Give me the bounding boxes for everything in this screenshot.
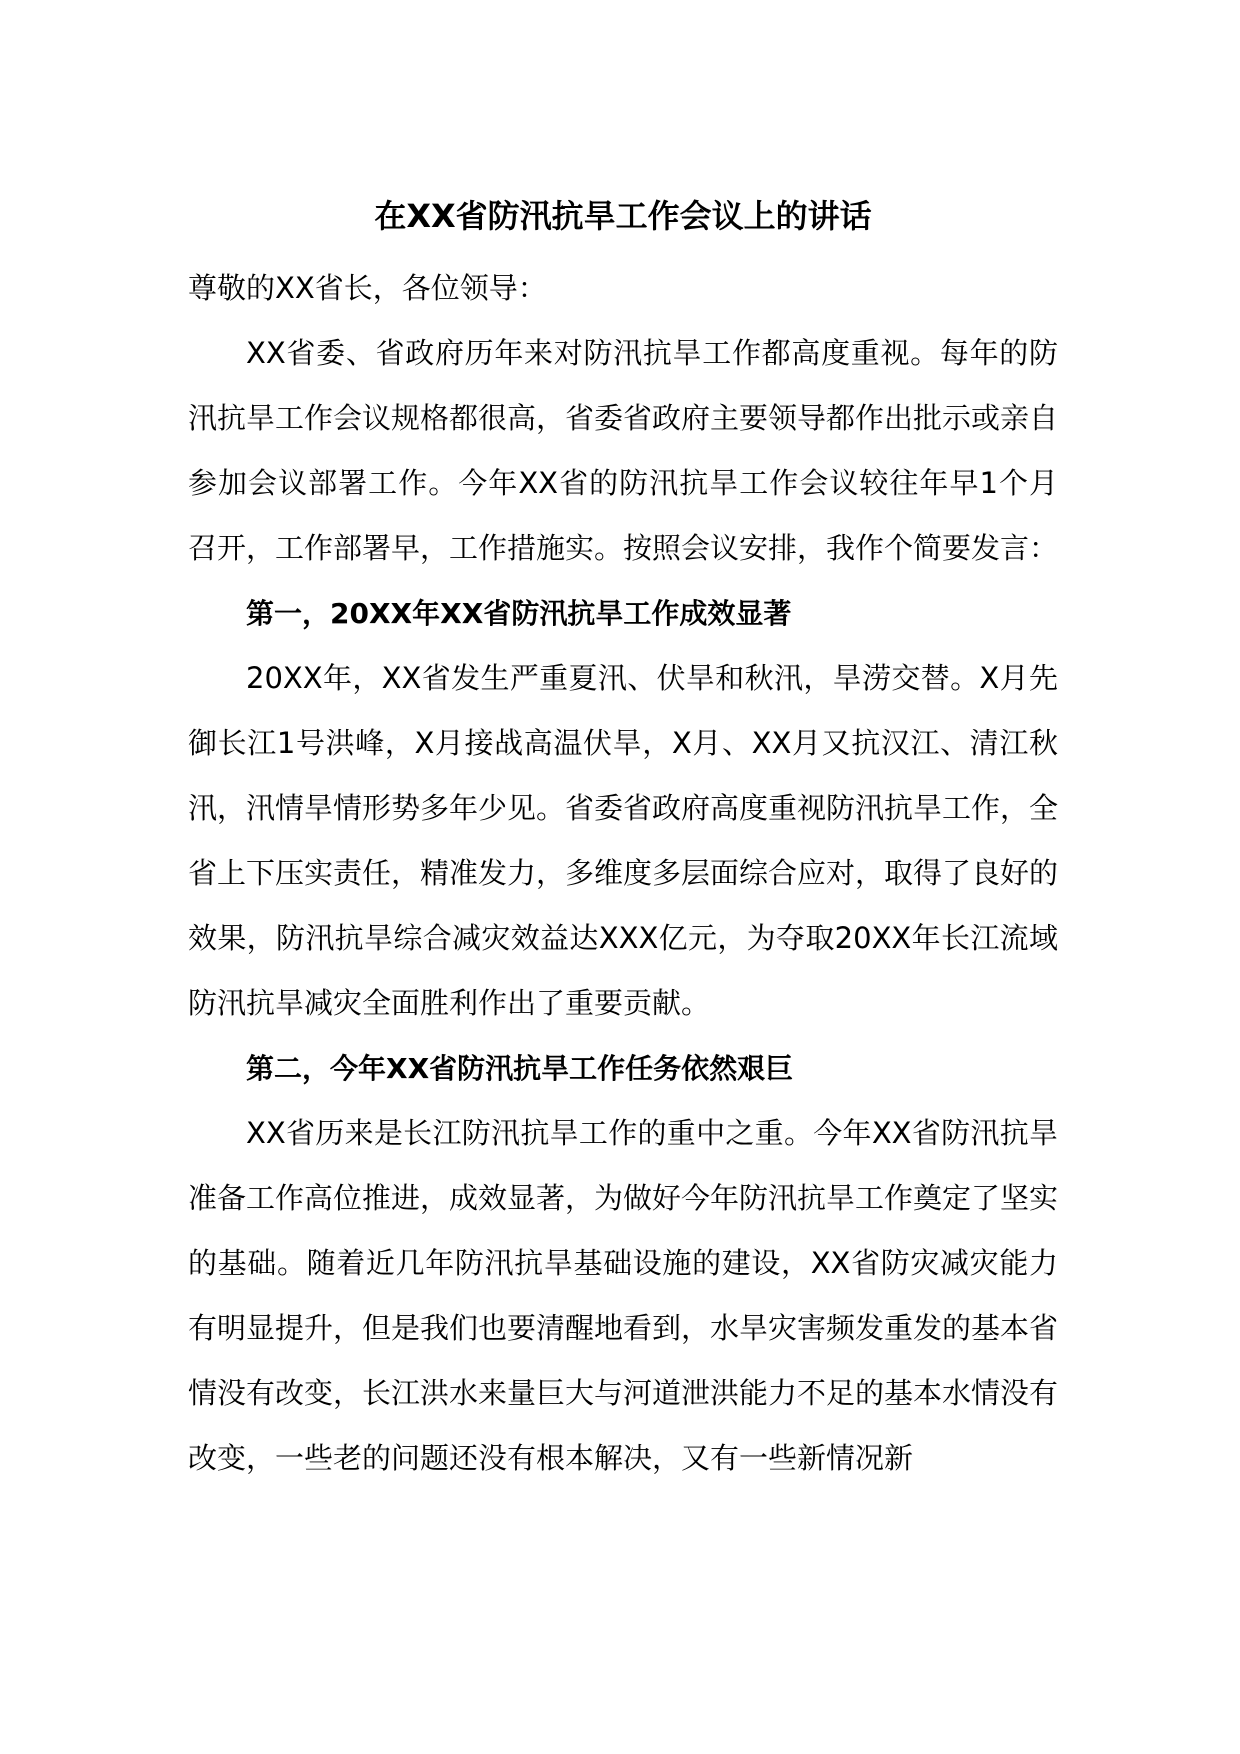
document-body	[188, 196, 1058, 1491]
document-title: 在XX省防汛抗旱工作会议上的讲话	[374, 197, 872, 235]
section-body-2: XX省历来是长江防汛抗旱工作的重中之重。今年XX省防汛抗旱准备工作高位推进，成效显著，为做好今年防汛抗旱工作奠定了坚实的基础。随着近几年防汛抗旱基础设施的建设，XX省防灾减灾能力有明显提升，但是我们也要清醒地看到，水旱灾害频发重发的基本省情没有改变，长江洪水来量巨大与河道泄洪能力不足的基本水情没有改变，一些老的问题还没有根本解决，又有一些新情况新	[188, 1116, 1059, 1475]
salutation: 尊敬的XX省长，各位领导：	[188, 271, 547, 305]
section-body-1: 20XX年，XX省发生严重夏汛、伏旱和秋汛，旱涝交替。X月先御长江1号洪峰，X月接战高温伏旱，X月、XX月又抗汉江、清江秋汛，汛情旱情形势多年少见。省委省政府高度重视防汛抗旱工作，全省上下压实责任，精准发力，多维度多层面综合应对，取得了良好的效果，防汛抗旱综合减灾效益达XXX亿元，为夺取20XX年长江流域防汛抗旱减灾全面胜利作出了重要贡献。	[188, 661, 1059, 1020]
section-heading-1: 第一，20XX年XX省防汛抗旱工作成效显著	[246, 597, 792, 630]
section-heading-2: 第二，今年XX省防汛抗旱工作任务依然艰巨	[246, 1052, 794, 1085]
intro-paragraph: XX省委、省政府历年来对防汛抗旱工作都高度重视。每年的防汛抗旱工作会议规格都很高，省委省政府主要领导都作出批示或亲自参加会议部署工作。今年XX省的防汛抗旱工作会议较往年早1个月召开，工作部署早，工作措施实。按照会议安排，我作个简要发言：	[188, 336, 1059, 565]
